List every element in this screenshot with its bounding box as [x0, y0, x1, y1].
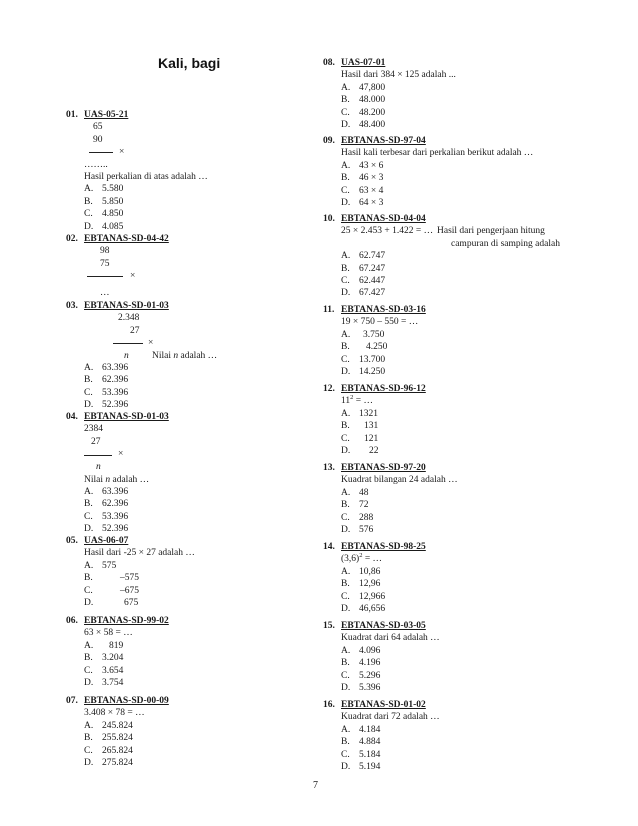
question-header: 03. EBTANAS-SD-01-03 [66, 301, 169, 311]
question-stem: Hasil dari 384 × 125 adalah ... [341, 70, 456, 81]
question-stem: Hasil dari -25 × 27 adalah … [84, 548, 195, 559]
operand: 65 [93, 122, 103, 133]
option: A. 819 [84, 640, 124, 651]
question-stem: Hasil kali terbesar dari perkalian berikut adalah … [341, 148, 534, 159]
variable-n: n [124, 350, 129, 361]
option: B. 4.250 [341, 342, 388, 353]
times-sign: × [118, 449, 124, 460]
option: B. 3.204 [84, 653, 124, 664]
option: B. 5.850 [84, 196, 124, 207]
question-stem: Kuadrat dari 64 adalah … [341, 633, 440, 644]
option: B. 46 × 3 [341, 173, 384, 184]
option: A. 62.747 [341, 251, 386, 262]
question-stem: 63 × 58 = … [84, 628, 133, 639]
question-07 [66, 695, 306, 769]
question-stem: Kuadrat dari 72 adalah … [341, 712, 440, 723]
operand: 2.348 [118, 313, 140, 324]
option: A. 63.396 [84, 362, 129, 373]
option: B. 12,96 [341, 579, 381, 590]
option: A. 1321 [341, 408, 378, 419]
calc-line [89, 152, 113, 153]
option: C. 3.654 [84, 665, 124, 676]
blank: … [100, 287, 110, 298]
option: C. 53.396 [84, 511, 129, 522]
option: A. 63.396 [84, 486, 129, 497]
question-header: 14. EBTANAS-SD-98-25 [323, 542, 426, 552]
option: B. 72 [341, 500, 369, 511]
note: Nilai n adalah … [84, 474, 150, 485]
option: A. 3.750 [341, 329, 385, 340]
option: D. 48.400 [341, 119, 386, 130]
operand: 27 [130, 325, 140, 336]
option: B. 4.884 [341, 737, 381, 748]
question-16 [323, 699, 573, 773]
option: B. 48.000 [341, 95, 386, 106]
operand: 2384 [84, 424, 103, 435]
question-header: 08. UAS-07-01 [323, 58, 386, 68]
option: D. 46,656 [341, 603, 386, 614]
question-10 [323, 213, 573, 300]
option: D. 4.085 [84, 221, 124, 232]
question-header: 01. UAS-05-21 [66, 110, 129, 120]
question-02 [66, 233, 306, 299]
question-09 [323, 135, 573, 209]
option: C. 5.296 [341, 670, 381, 681]
question-header: 12. EBTANAS-SD-96-12 [323, 384, 426, 394]
option: D. 5.396 [341, 682, 381, 693]
question-header: 13. EBTANAS-SD-97-20 [323, 463, 426, 473]
question-header: 11. EBTANAS-SD-03-16 [323, 305, 426, 315]
question-15 [323, 620, 573, 694]
option: C. 4.850 [84, 209, 124, 220]
option: D. 64 × 3 [341, 197, 384, 208]
times-sign: × [148, 338, 154, 349]
option: A. 575 [84, 560, 117, 571]
option: A. 5.580 [84, 184, 124, 195]
option: C. 63 × 4 [341, 185, 384, 196]
option: C. 62.447 [341, 275, 386, 286]
question-stem: 19 × 750 – 550 = … [341, 317, 419, 328]
calc-line [84, 455, 112, 456]
question-header: 02. EBTANAS-SD-04-42 [66, 234, 169, 244]
question-header: 05. UAS-06-07 [66, 536, 129, 546]
question-08 [323, 57, 573, 131]
option: D. 67.427 [341, 288, 386, 299]
operand: 90 [93, 134, 103, 145]
question-stem: $11^2$ = … [341, 394, 374, 407]
option: D. 675 [84, 597, 139, 608]
option: B. 4.196 [341, 658, 381, 669]
calc-line [87, 276, 123, 277]
option: C. 53.396 [84, 387, 129, 398]
option: B. 67.247 [341, 263, 386, 274]
option: D. 3.754 [84, 677, 124, 688]
question-header: 15. EBTANAS-SD-03-05 [323, 621, 426, 631]
operand: 98 [100, 246, 110, 257]
times-sign: × [119, 147, 125, 158]
question-header: 06. EBTANAS-SD-99-02 [66, 616, 169, 626]
variable-n: n [96, 462, 101, 473]
operand: 75 [100, 258, 110, 269]
option: D. 22 [341, 445, 379, 456]
question-stem: 3.408 × 78 = … [84, 708, 145, 719]
option: A. 48 [341, 487, 369, 498]
question-11 [323, 304, 573, 378]
note: Nilai n adalah … [152, 350, 218, 361]
question-stem: 25 × 2.453 + 1.422 = … [341, 226, 434, 237]
option: C. 48.200 [341, 107, 386, 118]
option: C. 288 [341, 512, 374, 523]
question-note: campuran di samping adalah [451, 238, 560, 249]
option: B. 62.396 [84, 499, 129, 510]
question-01 [66, 109, 306, 233]
option: B. 62.396 [84, 375, 129, 386]
option: C. 12,966 [341, 591, 386, 602]
blank: …….. [84, 159, 108, 170]
question-06 [66, 615, 306, 689]
question-13 [323, 462, 573, 536]
option: D. 5.194 [341, 761, 381, 772]
option: D. 275.824 [84, 757, 133, 768]
question-header: 07. EBTANAS-SD-00-09 [66, 696, 169, 706]
question-stem: Hasil perkalian di atas adalah … [84, 171, 208, 182]
times-sign: × [130, 271, 136, 282]
question-05 [66, 535, 306, 609]
question-12 [323, 383, 573, 457]
option: A. 43 × 6 [341, 160, 384, 171]
option: D. 52.396 [84, 400, 129, 411]
option: A. 4.184 [341, 724, 381, 735]
operand: 27 [91, 436, 101, 447]
option: C. 121 [341, 433, 379, 444]
question-03 [66, 300, 306, 412]
option: C. –675 [84, 585, 139, 596]
question-stem: $(3,6)^2$ = … [341, 552, 383, 565]
question-note: Hasil dari pengerjaan hitung [437, 226, 545, 237]
option: C. 13.700 [341, 354, 386, 365]
option: C. 265.824 [84, 745, 133, 756]
option: B. –575 [84, 573, 139, 584]
question-header: 16. EBTANAS-SD-01-02 [323, 700, 426, 710]
question-header: 09. EBTANAS-SD-97-04 [323, 136, 426, 146]
question-header: 10. EBTANAS-SD-04-04 [323, 214, 426, 224]
calc-line [113, 343, 143, 344]
question-header: 04. EBTANAS-SD-01-03 [66, 412, 169, 422]
question-stem: Kuadrat bilangan 24 adalah … [341, 475, 458, 486]
option: B. 131 [341, 421, 379, 432]
question-14 [323, 541, 573, 615]
option: A. 47,800 [341, 82, 386, 93]
option: D. 14.250 [341, 366, 386, 377]
option: C. 5.184 [341, 749, 381, 760]
option: A. 10,86 [341, 566, 381, 577]
option: B. 255.824 [84, 733, 133, 744]
option: A. 245.824 [84, 720, 133, 731]
page-number: 7 [313, 780, 318, 791]
option: D. 576 [341, 524, 374, 535]
question-04 [66, 411, 306, 536]
option: A. 4.096 [341, 645, 381, 656]
option: D. 52.396 [84, 524, 129, 535]
page-title: Kali, bagi [158, 55, 221, 71]
